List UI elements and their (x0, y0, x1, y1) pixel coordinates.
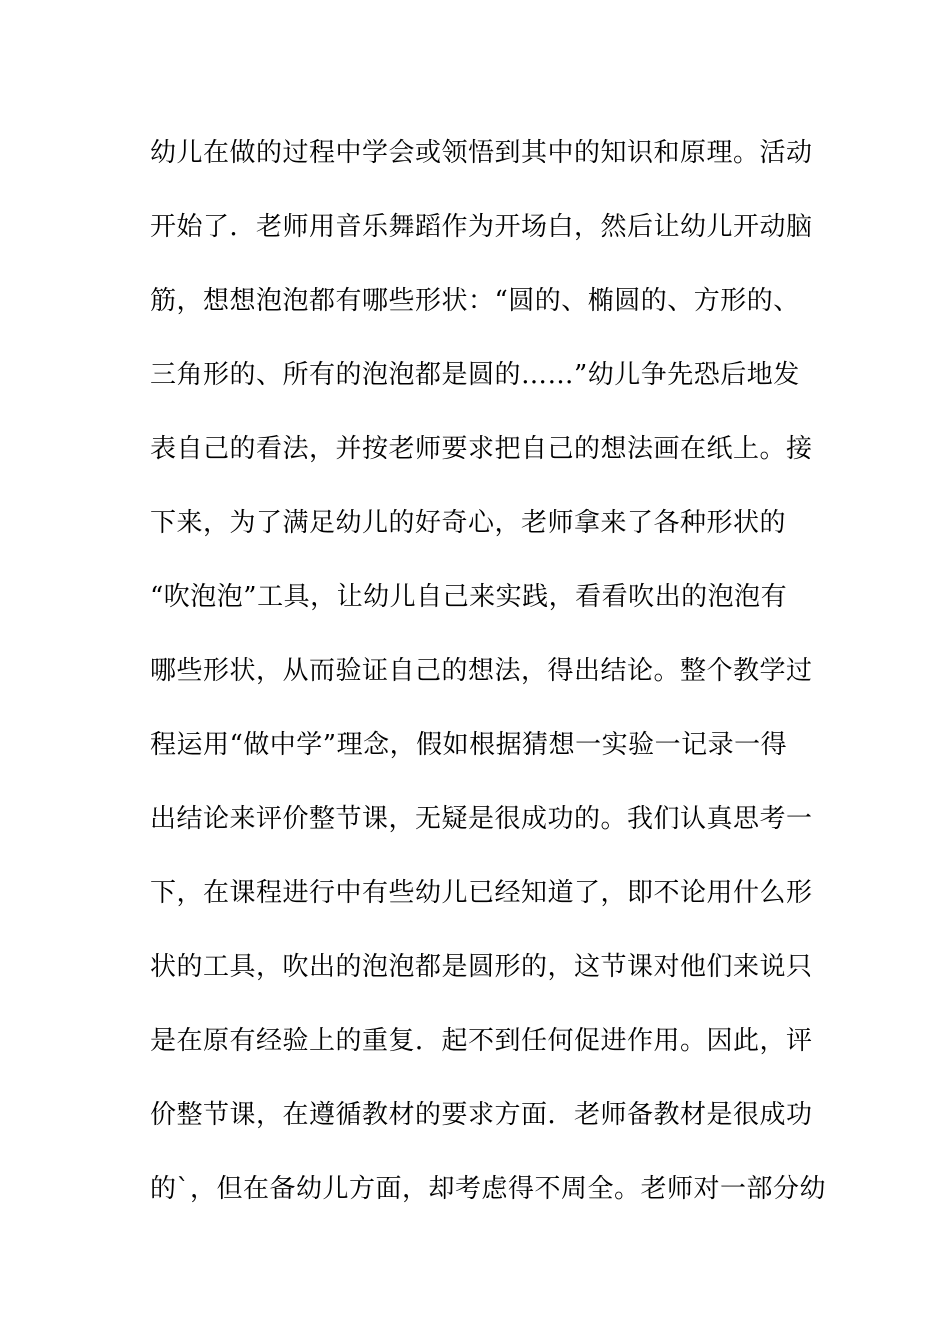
text-line: 哪些形状，从而验证自己的想法，得出结论。整个教学过 (150, 656, 813, 686)
text-line: 状的工具，吹出的泡泡都是圆形的，这节课对他们来说只 (150, 952, 813, 982)
text-line: 程运用“做中学”理念，假如根据猜想一实验一记录一得 (150, 730, 788, 760)
text-line: 价整节课，在遵循教材的要求方面．老师备教材是很成功 (150, 1100, 813, 1130)
text-line: “吹泡泡”工具，让幼儿自己来实践，看看吹出的泡泡有 (150, 582, 788, 612)
text-line: 的`，但在备幼儿方面，却考虑得不周全。老师对一部分幼 (150, 1174, 827, 1204)
body-text (150, 128, 830, 1238)
text-line: 筋，想想泡泡都有哪些形状：“圆的、椭圆的、方形的、 (150, 286, 800, 316)
text-line: 出结论来评价整节课，无疑是很成功的。我们认真思考一 (150, 804, 813, 834)
text-line: 下来，为了满足幼儿的好奇心，老师拿来了各种形状的 (150, 508, 787, 538)
text-line: 三角形的、所有的泡泡都是圆的……”幼儿争先恐后地发 (150, 360, 800, 390)
text-line: 幼儿在做的过程中学会或领悟到其中的知识和原理。活动 (150, 138, 813, 168)
text-line: 开始了．老师用音乐舞蹈作为开场白，然后让幼儿开动脑 (150, 212, 813, 242)
text-line: 表自己的看法，并按老师要求把自己的想法画在纸上。接 (150, 434, 813, 464)
text-line: 是在原有经验上的重复．起不到任何促进作用。因此，评 (150, 1026, 813, 1056)
text-line: 下，在课程进行中有些幼儿已经知道了，即不论用什么形 (150, 878, 813, 908)
